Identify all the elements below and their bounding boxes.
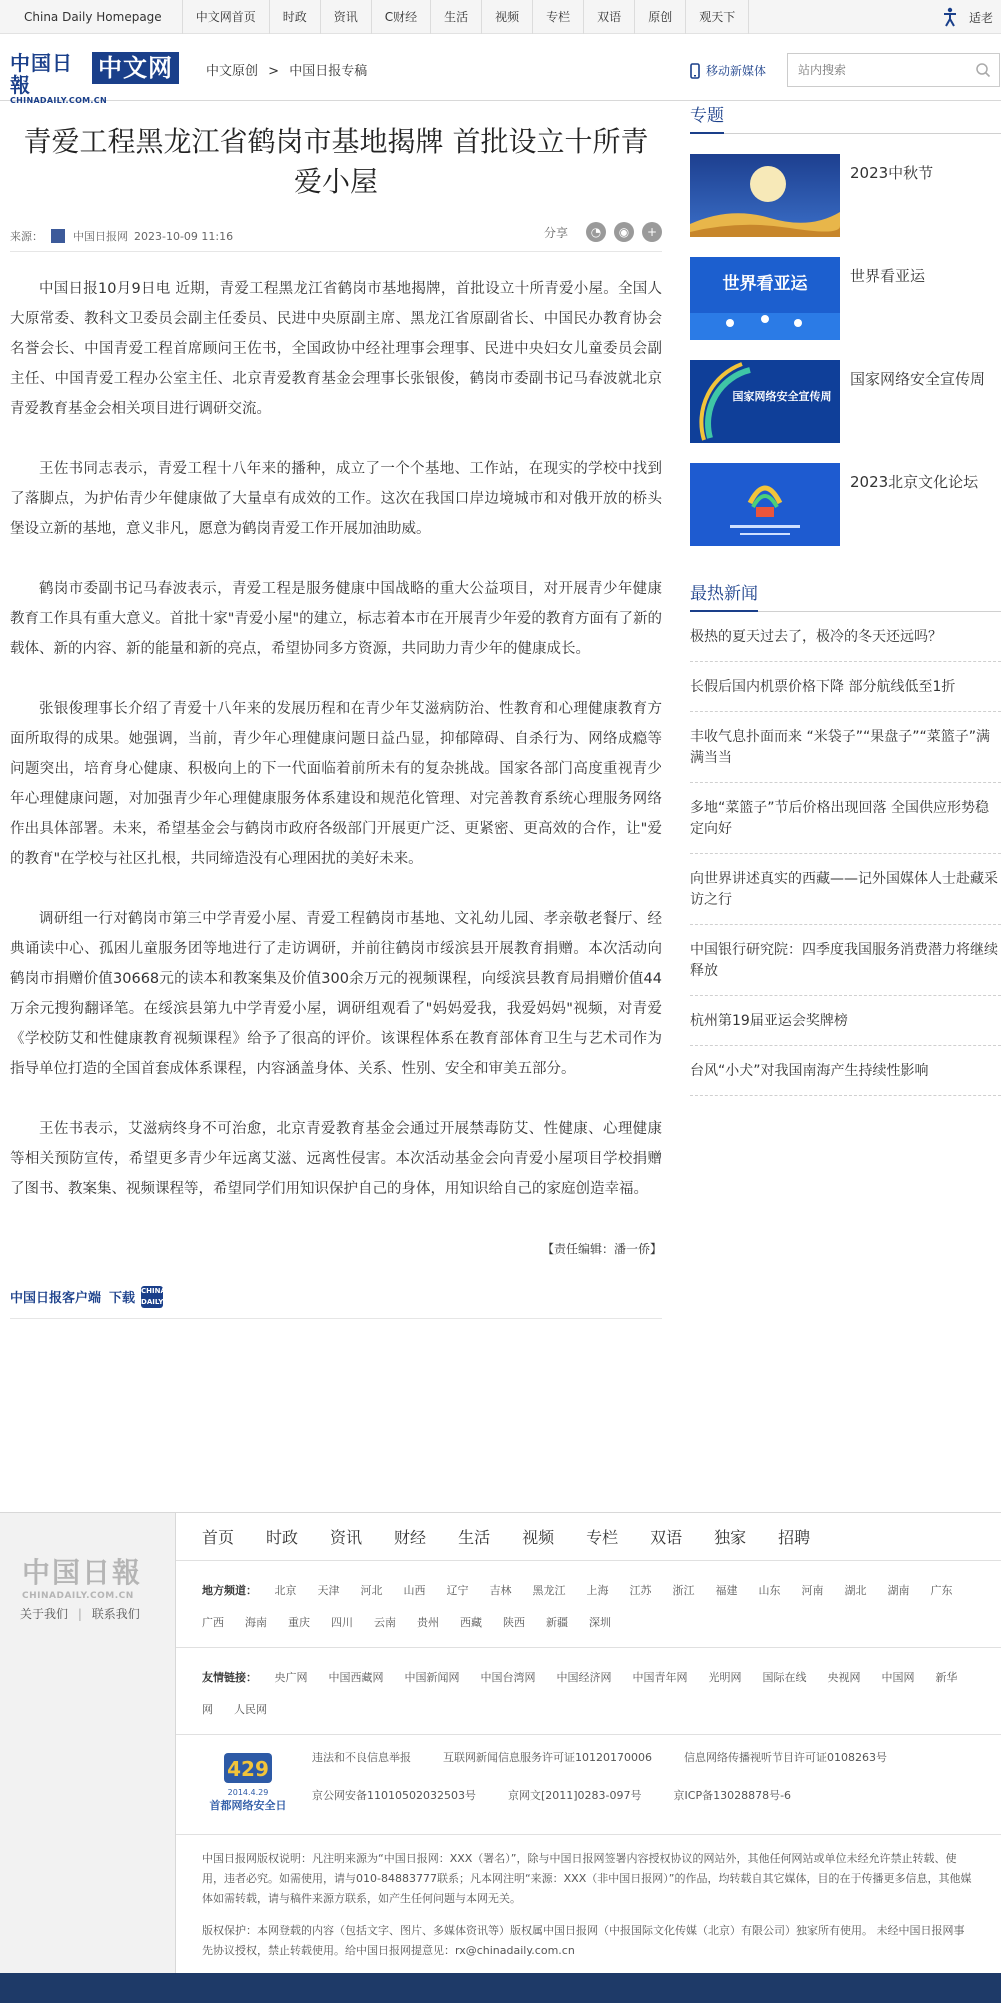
top-nav-item[interactable]: 观天下: [686, 0, 749, 34]
breadcrumb: [206, 60, 373, 79]
local-channel-link[interactable]: 上海: [586, 1584, 609, 1597]
topic-thumbnail-cybersecurity-week: [690, 360, 840, 443]
app-badge-icon: CHINA DAILY: [141, 1286, 166, 1306]
footer-right: [175, 1513, 1001, 1973]
local-channel-link[interactable]: 浙江: [672, 1584, 695, 1597]
local-channel-link[interactable]: 北京: [274, 1584, 297, 1597]
sidebar: [690, 102, 1001, 1096]
friend-link[interactable]: 中国新闻网: [404, 1671, 460, 1684]
share-label: 分享: [543, 225, 568, 240]
article-paragraph: 王佐书表示，艾滋病终身不可治愈，北京青爱教育基金会通过开展禁毒防艾、性健康、心理健康等相关预防宣传，希望更多青少年远离艾滋、远离性侵害。本次活动基金会向青爱小屋项目学校捐赠了图书、教案集、视频课程等，希望同学们用知识保护自己的身体，用知识给自己的家庭创造幸福。: [10, 1121, 662, 1197]
hot-news-item[interactable]: 多地“菜篮子”节后价格出现回落 全国供应形势稳定向好: [690, 783, 1001, 854]
top-nav-item[interactable]: 时政: [270, 0, 321, 34]
topic-thumbnail-mid-autumn: [690, 154, 840, 237]
topics-heading: [690, 102, 1001, 134]
article-paragraph: 张银俊理事长介绍了青爱十八年来的发展历程和在青少年艾滋病防治、性教育和心理健康教育方面所取得的成果。她强调，当前，青少年心理健康问题日益凸显，抑郁障碍、自杀行为、网络成瘾等问题突出，培育身心健康、积极向上的下一代面临着前所未有的复杂挑战。国家各部门高度重视青少年心理健康问题，对加强青少年心理健康服务体系建设和规范化管理、对完善教育系统心理服务网络作出具体部署。未来，希望基金会与鹤岗市政府各级部门开展更广泛、更紧密、更高效的合作，让"爱的教育"在学校与社区扎根，共同缔造没有心理困扰的美好未来。: [10, 701, 662, 867]
top-nav-item[interactable]: China Daily Homepage: [0, 0, 183, 34]
footer-about-links: [20, 1605, 140, 1622]
breadcrumb-item[interactable]: 中国日报专稿: [289, 64, 368, 79]
topic-thumbnail-text: 国家网络安全宣传周: [732, 390, 832, 403]
article: [10, 102, 662, 1319]
hot-news-item[interactable]: 极热的夏天过去了，极冷的冬天还远吗？: [690, 612, 1001, 662]
footer-nav-item[interactable]: 招聘: [778, 1528, 811, 1547]
article-paragraph: 鹤岗市委副书记马春波表示，青爱工程是服务健康中国战略的重大公益项目，对开展青少年健康教育工作具有重大意义。首批十家"青爱小屋"的建立，标志着本市在开展青少年爱的教育方面有了新的载体、新的内容、新的能量和新的亮点，希望协同多方资源，共同助力青少年的健康成长。: [10, 581, 662, 657]
top-nav-item[interactable]: 中文网首页: [183, 0, 270, 34]
top-navigation-bar: [0, 0, 1001, 34]
top-nav-item[interactable]: 生活: [431, 0, 482, 34]
cert-row-1: [312, 1749, 919, 1765]
app-download-label: 下载: [109, 1291, 136, 1306]
local-channel-link[interactable]: 河南: [801, 1584, 824, 1597]
local-channel-link[interactable]: 辽宁: [446, 1584, 469, 1597]
certificate-link[interactable]: 互联网新闻信息服务许可证10120170006: [443, 1751, 652, 1764]
top-nav-list: [0, 0, 1001, 34]
footer-logo: [22, 1551, 142, 1601]
local-channel-link[interactable]: 深圳: [589, 1616, 611, 1629]
footer-logo-cn: 中国日報: [22, 1556, 143, 1589]
site-header: [0, 35, 1001, 105]
friend-link[interactable]: 中国西藏网: [328, 1671, 384, 1684]
local-channel-link[interactable]: 江苏: [629, 1584, 652, 1597]
article-paragraph: 调研组一行对鹤岗市第三中学青爱小屋、青爱工程鹤岗市基地、文礼幼儿园、孝亲敬老餐厅、经典诵读中心、孤困儿童服务团等地进行了走访调研，并前往鹤岗市绥滨县开展教育捐赠。本次活动向鹤岗市捐赠价值30668元的读本和教案集及价值300余万元的视频课程，向绥滨县教育局捐赠价值44万余元搜狗翻译笔。在绥滨县第九中学青爱小屋，调研组观看了"妈妈爱我，我爱妈妈"视频，对青爱《学校防艾和性健康教育视频课程》给予了很高的评价。该课程体系在教育部体育卫生与艺术司作为指导单位打造的全国首套成体系课程，内容涵盖身体、关系、性别、安全和审美五部分。: [10, 911, 662, 1077]
topic-item[interactable]: [690, 257, 1001, 340]
badge-text: 首都网络安全日: [209, 1799, 287, 1812]
svg-text:429: 429: [227, 1757, 269, 1781]
article-title: 青爱工程黑龙江省鹤岗市基地揭牌 首批设立十所青爱小屋: [23, 125, 649, 198]
more-share-icon[interactable]: +: [642, 222, 662, 242]
topics-heading-label: 专题: [690, 101, 724, 134]
search-icon[interactable]: [975, 62, 991, 78]
friend-link[interactable]: 中国网: [881, 1671, 915, 1684]
top-nav-item[interactable]: 资讯: [321, 0, 372, 34]
local-channel-link[interactable]: 云南: [374, 1616, 396, 1629]
local-channel-link[interactable]: 新疆: [546, 1616, 568, 1629]
local-channel-link[interactable]: 广东: [930, 1584, 953, 1597]
local-channel-link[interactable]: 西藏: [460, 1616, 482, 1629]
about-us-link[interactable]: 关于我们: [20, 1607, 69, 1621]
local-channel-link[interactable]: 湖北: [844, 1584, 867, 1597]
footer-nav-item[interactable]: 专栏: [586, 1528, 619, 1547]
friend-link[interactable]: 中国经济网: [556, 1671, 612, 1684]
footer-friend-links: [176, 1648, 1001, 1735]
hot-news-item[interactable]: 丰收气息扑面而来 “米袋子”“果盘子”“菜篮子”满满当当: [690, 712, 1001, 783]
footer-bottom-bar: [0, 1973, 1001, 2003]
cyber-security-day-badge: [202, 1749, 294, 1817]
top-nav-item[interactable]: 原创: [635, 0, 686, 34]
copyright-statement: 中国日报网版权说明：凡注明来源为“中国日报网：XXX（署名）”，除与中国日报网签署内容授权协议的网站外，其他任何网站或单位未经允许禁止转载、使用，违者必究。如需使用，请与010-84883777联系；凡本网注明“来源：XXX（非中国日报网）”的作品，均转载自其它媒体，目的在于传播更多信息，其他媒体如需转载，请与稿件来源方联系，如产生任何问题与本网无关。: [202, 1852, 972, 1905]
hot-news-heading-label: 最热新闻: [690, 579, 758, 612]
share-bar: [544, 222, 662, 242]
friend-link[interactable]: 光明网: [708, 1671, 742, 1684]
responsible-editor: 【责任编辑：潘一侨】: [541, 1242, 662, 1256]
footer-nav-item[interactable]: 生活: [458, 1528, 491, 1547]
friend-link[interactable]: 央广网: [274, 1671, 308, 1684]
local-channel-link[interactable]: 四川: [331, 1616, 353, 1629]
footer-logo-en: CHINADAILY.COM.CN: [22, 1591, 134, 1601]
local-channel-link[interactable]: 福建: [715, 1584, 738, 1597]
topic-thumbnail-asian-games: [690, 257, 840, 340]
certificate-link[interactable]: 信息网络传播视听节目许可证0108263号: [683, 1751, 887, 1764]
article-paragraph: 王佐书同志表示，青爱工程十八年来的播种，成立了一个个基地、工作站，在现实的学校中找到了落脚点，为护佑青少年健康做了大量卓有成效的工作。这次在我国口岸边境城市和对俄开放的桥头堡设立新的基地，意义非凡，愿意为鹤岗青爱工作开展加油助威。: [10, 461, 662, 537]
top-nav-item[interactable]: C财经: [372, 0, 431, 34]
source-logo-icon: [51, 229, 65, 243]
friend-link[interactable]: 国际在线: [762, 1671, 807, 1684]
publish-datetime: 2023-10-09 11:16: [134, 229, 234, 243]
local-channel-link[interactable]: 黑龙江: [532, 1584, 566, 1597]
hot-news-item[interactable]: 向世界讲述真实的西藏——记外国媒体人士赴藏采访之行: [690, 854, 1001, 925]
footer-nav-item[interactable]: 财经: [394, 1528, 427, 1547]
local-channel-link[interactable]: 湖南: [887, 1584, 910, 1597]
topic-title[interactable]: 国家网络安全宣传周: [850, 370, 986, 388]
footer-nav-item[interactable]: 首页: [202, 1528, 235, 1547]
local-channel-link[interactable]: 重庆: [288, 1616, 310, 1629]
topic-thumbnail-beijing-culture-forum: [690, 463, 840, 546]
local-channel-link[interactable]: 山东: [758, 1584, 781, 1597]
hot-news-heading: [690, 580, 1001, 612]
source-label: 来源：: [10, 230, 43, 243]
topic-item[interactable]: [690, 154, 1001, 237]
topic-title[interactable]: 世界看亚运: [850, 267, 926, 285]
site-footer: [0, 1512, 1001, 2002]
accessibility-label: 适老: [968, 10, 993, 25]
local-channels-label: 地方频道：: [202, 1584, 257, 1597]
copyright-protection: 版权保护：本网登载的内容（包括文字、图片、多媒体资讯等）版权属中国日报网（中报国际文化传媒（北京）有限公司）独家所有使用。 未经中国日报网事先协议授权，禁止转载使用。给中国日报网提意见：rx@chinadaily.com.cn: [202, 1924, 965, 1957]
local-channel-link[interactable]: 天津: [317, 1584, 340, 1597]
app-download-banner[interactable]: [10, 1275, 662, 1319]
article-body: [10, 274, 662, 1204]
topic-title[interactable]: 2023北京文化论坛: [850, 473, 979, 491]
search-input[interactable]: [788, 54, 958, 86]
topic-item[interactable]: [690, 463, 1001, 546]
hot-news-list: [690, 612, 1001, 1096]
friend-link[interactable]: 人民网: [234, 1703, 267, 1716]
contact-us-link[interactable]: 联系我们: [91, 1607, 140, 1621]
local-channel-link[interactable]: 贵州: [417, 1616, 439, 1629]
footer-nav-item[interactable]: 资讯: [330, 1528, 363, 1547]
mobile-phone-icon: [690, 63, 700, 79]
separator: |: [77, 1607, 82, 1621]
friend-link[interactable]: 中国台湾网: [480, 1671, 536, 1684]
friend-link[interactable]: 央视网: [827, 1671, 861, 1684]
local-channel-link[interactable]: 山西: [403, 1584, 426, 1597]
footer-nav-item[interactable]: 时政: [266, 1528, 299, 1547]
footer-local-channels: [176, 1561, 1001, 1648]
breadcrumb-item[interactable]: 中文原创: [206, 64, 259, 79]
footer-nav-item[interactable]: 双语: [650, 1528, 683, 1547]
source-name: 中国日报网: [73, 230, 128, 243]
badge-date: 2014.4.29: [227, 1788, 269, 1797]
footer-nav-item[interactable]: 独家: [714, 1528, 747, 1547]
cert-row-2: [312, 1787, 823, 1803]
footer-nav-item[interactable]: 视频: [522, 1528, 555, 1547]
hot-news-item[interactable]: 中国银行研究院：四季度我国服务消费潜力将继续释放: [690, 925, 1001, 996]
topic-title[interactable]: 2023中秋节: [850, 164, 934, 182]
footer-nav: [176, 1513, 1001, 1561]
mobile-media-label: 移动新媒体: [706, 64, 767, 78]
weibo-share-icon[interactable]: ◉: [614, 222, 634, 242]
wechat-share-icon[interactable]: ◔: [586, 222, 606, 242]
local-channel-link[interactable]: 河北: [360, 1584, 383, 1597]
logo-cn-text: 中国日報: [10, 51, 73, 97]
local-channel-link[interactable]: 吉林: [489, 1584, 512, 1597]
footer-copyright: [176, 1835, 1001, 1961]
local-channel-link[interactable]: 海南: [245, 1616, 267, 1629]
hot-news-item[interactable]: 台风“小犬”对我国南海产生持续性影响: [690, 1046, 1001, 1096]
hot-news-item[interactable]: 长假后国内机票价格下降 部分航线低至1折: [690, 662, 1001, 712]
app-label: 中国日报客户端: [10, 1291, 102, 1306]
friend-link[interactable]: 中国青年网: [632, 1671, 688, 1684]
certificate-link[interactable]: 京公网安备11010502032503号: [312, 1789, 476, 1802]
mobile-media-link[interactable]: [690, 62, 766, 79]
friend-links-label: 友情链接：: [202, 1671, 257, 1684]
topic-thumbnail-text: 世界看亚运: [722, 274, 808, 294]
certificate-link[interactable]: 京ICP备13028878号-6: [673, 1789, 792, 1802]
article-meta: [10, 222, 662, 252]
site-search: [787, 53, 1000, 87]
local-channel-link[interactable]: 广西: [202, 1616, 224, 1629]
logo-en-text: CHINADAILY.COM.CN: [10, 96, 107, 105]
china-daily-logo: [10, 51, 107, 105]
logo-chinese-site-text: 中文网: [92, 52, 179, 84]
accessibility-button[interactable]: [941, 0, 993, 34]
accessibility-icon: [941, 7, 959, 27]
local-channel-link[interactable]: 陕西: [503, 1616, 525, 1629]
top-nav-item[interactable]: 视频: [482, 0, 533, 34]
top-nav-item[interactable]: 专栏: [533, 0, 584, 34]
breadcrumb-separator: >: [268, 64, 280, 79]
certificate-link[interactable]: 京网文[2011]0283-097号: [507, 1789, 642, 1802]
top-nav-item[interactable]: 双语: [584, 0, 635, 34]
footer-left: [0, 1513, 175, 1973]
footer-certificates: [176, 1735, 1001, 1835]
hot-news-item[interactable]: 杭州第19届亚运会奖牌榜: [690, 996, 1001, 1046]
site-logo[interactable]: [10, 51, 179, 105]
article-source: [10, 228, 233, 244]
article-paragraph: 中国日报10月9日电 近期，青爱工程黑龙江省鹤岗市基地揭牌，首批设立十所青爱小屋。全国人大原常委、教科文卫委员会副主任委员、民进中央原副主席、黑龙江省原副省长、中国民办教育协会名誉会长、中国青爱工程首席顾问王佐书，全国政协中经社理事会理事、民进中央妇女儿童委员会副主任、中国青爱工程办公室主任、北京青爱教育基金会理事长张银俊，鹤岗市委副书记马春波就北京青爱教育基金会相关项目进行调研交流。: [10, 281, 662, 417]
friend-link[interactable]: 新华网: [202, 1671, 958, 1716]
certificate-link[interactable]: 违法和不良信息举报: [312, 1751, 411, 1764]
topic-item[interactable]: [690, 360, 1001, 443]
